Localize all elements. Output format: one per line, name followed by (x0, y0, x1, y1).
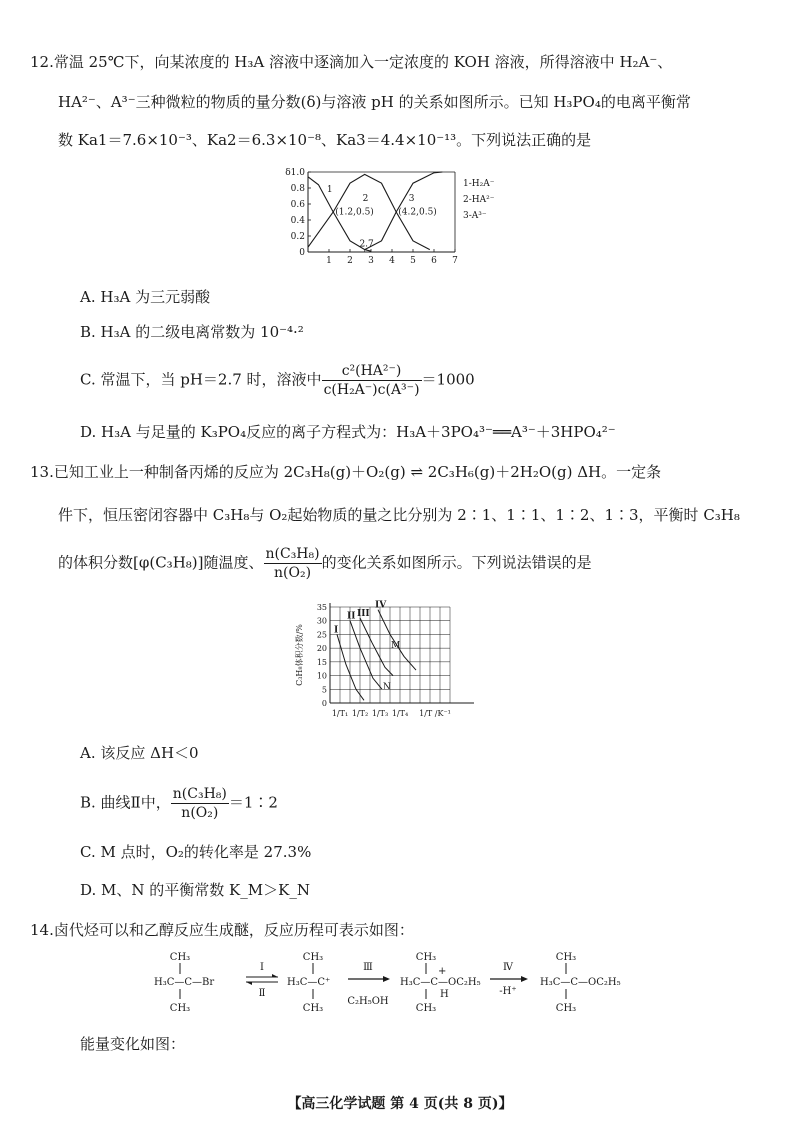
q13-line1: 13.已知工业上一种制备丙烯的反应为 2C₃H₈(g)＋O₂(g) ⇌ 2C₃H₆(g)＋2H₂O(g) ΔH。一定条 (30, 463, 662, 481)
scheme-m4-top: CH₃ (555, 952, 577, 963)
scheme-arrow2-bot: C₂H₅OH (347, 996, 389, 1007)
q13-option-b-post: ＝1∶2 (228, 793, 278, 812)
legend-entry: 2-HA²⁻ (463, 195, 495, 205)
y-axis-label: C₃H₈体积分数/% (295, 624, 304, 686)
curve-label-II: II (347, 611, 356, 622)
scheme-m2-bot: CH₃ (302, 1003, 324, 1014)
q12-line1: 12.常温 25℃下，向某浓度的 H₃A 溶液中逐滴加入一定浓度的 KOH 溶液，所得溶液中 H₂A⁻、 (30, 53, 673, 71)
x-tick-label: 3 (368, 256, 374, 266)
x-tick-label: 1/T₄ (391, 709, 409, 718)
scheme-arrow3-bot: -H⁺ (499, 986, 517, 997)
y-tick-label: 0 (321, 699, 327, 708)
curve-label-2: 2 (362, 193, 369, 204)
y-tick-label: 5 (321, 685, 327, 695)
q14-reaction-scheme (150, 948, 630, 1018)
legend-entry: 3-A³⁻ (463, 211, 487, 221)
scheme-m3-top: CH₃ (415, 952, 437, 963)
y-tick-label: 0 (299, 248, 305, 258)
scheme-m2-mid: H₃C—C⁺ (287, 977, 331, 988)
y-tick-label: δ1.0 (285, 168, 305, 178)
y-tick-label: 20 (316, 644, 327, 654)
q13-line3-fraction (264, 545, 322, 582)
scheme-m3-bot: CH₃ (415, 1003, 437, 1014)
curve-label-IV: IV (375, 600, 387, 611)
x-tick-label: 2 (347, 256, 353, 266)
y-tick-label: 35 (316, 603, 327, 612)
q12-option-c (80, 362, 475, 399)
scheme-arrow3-head (521, 976, 528, 982)
q12-option-c-fraction (322, 362, 422, 399)
scheme-m3-h: H (440, 989, 449, 1000)
scheme-arrow1-top: Ⅰ (260, 962, 264, 973)
y-tick-label: 0.4 (290, 216, 305, 226)
annotation-point-3: 2.7 (359, 239, 374, 250)
scheme-m4-mid: H₃C—C—OC₂H₅ (540, 977, 621, 988)
q12-line3: 数 Ka1＝7.6×10⁻³、Ka2＝6.3×10⁻⁸、Ka3＝4.4×10⁻¹³。下列说法正确的是 (58, 131, 592, 149)
y-tick-label: 0.8 (290, 184, 305, 194)
y-tick-label: 25 (316, 630, 327, 640)
q12-option-c-post: ＝1000 (421, 370, 475, 389)
q13-option-b-denominator: n(O₂) (181, 805, 219, 821)
scheme-m1-bot: CH₃ (169, 1003, 191, 1014)
q13-option-b (80, 785, 278, 822)
q13-option-b-numerator: n(C₃H₈) (172, 786, 227, 802)
x-tick-label: 1 (326, 256, 332, 266)
scheme-m3-mid: H₃C—C—OC₂H₅ (400, 977, 481, 988)
scheme-arrow2-top: Ⅲ (363, 962, 373, 973)
q13-option-b-pre: B. 曲线Ⅱ中， (80, 793, 171, 812)
q12-option-c-pre: C. 常温下，当 pH＝2.7 时，溶液中 (80, 370, 322, 389)
curve-label-III: III (357, 608, 370, 619)
page-footer: 【高三化学试题 第 4 页(共 8 页)】 (287, 1096, 513, 1112)
q13-line3-pre: 的体积分数[φ(C₃H₈)]随温度、 (58, 553, 264, 572)
scheme-m2-top: CH₃ (302, 952, 324, 963)
q12-chart (280, 160, 510, 270)
y-tick-label: 0.6 (290, 200, 305, 210)
scheme-m4-bot: CH₃ (555, 1003, 577, 1014)
scheme-m1-top: CH₃ (169, 952, 191, 963)
q12-line2: HA²⁻、A³⁻三种微粒的物质的量分数(δ)与溶液 pH 的关系如图所示。已知 H₃PO₄的电离平衡常 (58, 93, 691, 111)
x-tick-label: 7 (452, 256, 458, 266)
y-tick-label: 15 (316, 657, 327, 667)
y-tick-label: 10 (316, 671, 327, 681)
q14-line1: 14.卤代烃可以和乙醇反应生成醚，反应历程可表示如图： (30, 921, 414, 939)
q12-option-b: B. H₃A 的二级电离常数为 10⁻⁴·² (80, 323, 304, 341)
q13-option-b-fraction (171, 785, 229, 822)
q12-option-c-numerator: c²(HA²⁻) (322, 362, 422, 381)
x-tick-label: 1/T /K⁻¹ (419, 709, 451, 718)
q13-option-c: C. M 点时，O₂的转化率是 27.3% (80, 843, 312, 861)
x-tick-label: 6 (431, 256, 437, 266)
q13-line2: 件下，恒压密闭容器中 C₃H₈与 O₂起始物质的量之比分别为 2∶1、1∶1、1∶2、1∶3，平衡时 C₃H₈ (58, 506, 740, 524)
q13-chart (290, 595, 520, 725)
curve-label-I: I (334, 625, 339, 636)
q13-option-a: A. 该反应 ΔH＜0 (80, 744, 199, 762)
x-tick-label: 1/T₁ (331, 709, 349, 718)
x-tick-label: 1/T₂ (351, 709, 369, 718)
series-curve-IV (378, 610, 416, 670)
annotation-point-1: (1.2,0.5) (335, 207, 374, 218)
x-tick-label: 5 (410, 256, 416, 266)
q12-option-a: A. H₃A 为三元弱酸 (80, 288, 211, 306)
y-tick-label: 0.2 (290, 232, 305, 242)
scheme-m3-plus: + (438, 966, 447, 977)
point-label-n: N (383, 682, 391, 693)
annotation-point-2: (4.2,0.5) (398, 207, 437, 218)
q13-line3 (58, 545, 592, 582)
q12-option-d: D. H₃A 与足量的 K₃PO₄反应的离子方程式为：H₃A＋3PO₄³⁻══A³⁻＋3HPO₄²⁻ (80, 423, 616, 441)
legend-entry: 1-H₂A⁻ (463, 179, 495, 189)
q13-line3-denominator: n(O₂) (274, 565, 312, 581)
curve-label-1: 1 (326, 185, 333, 195)
q14-line2: 能量变化如图： (80, 1035, 186, 1053)
scheme-arrow3-top: Ⅳ (503, 962, 513, 973)
scheme-arrow2-head (383, 976, 390, 982)
point-label-m: M (391, 641, 401, 652)
curve-label-3: 3 (408, 193, 415, 204)
q13-option-d: D. M、N 的平衡常数 K_M＞K_N (80, 881, 310, 899)
scheme-m1-mid: H₃C—C—Br (154, 977, 215, 988)
series-curve-III (360, 618, 393, 676)
q13-line3-numerator: n(C₃H₈) (265, 546, 320, 562)
scheme-arrow1-bot: Ⅱ (258, 988, 266, 999)
q13-line3-post: 的变化关系如图所示。下列说法错误的是 (321, 553, 592, 572)
x-tick-label: 1/T₃ (371, 709, 389, 718)
x-tick-label: 4 (389, 256, 395, 266)
y-tick-label: 30 (316, 616, 327, 626)
q12-option-c-denominator: c(H₂A⁻)c(A³⁻) (323, 382, 420, 398)
